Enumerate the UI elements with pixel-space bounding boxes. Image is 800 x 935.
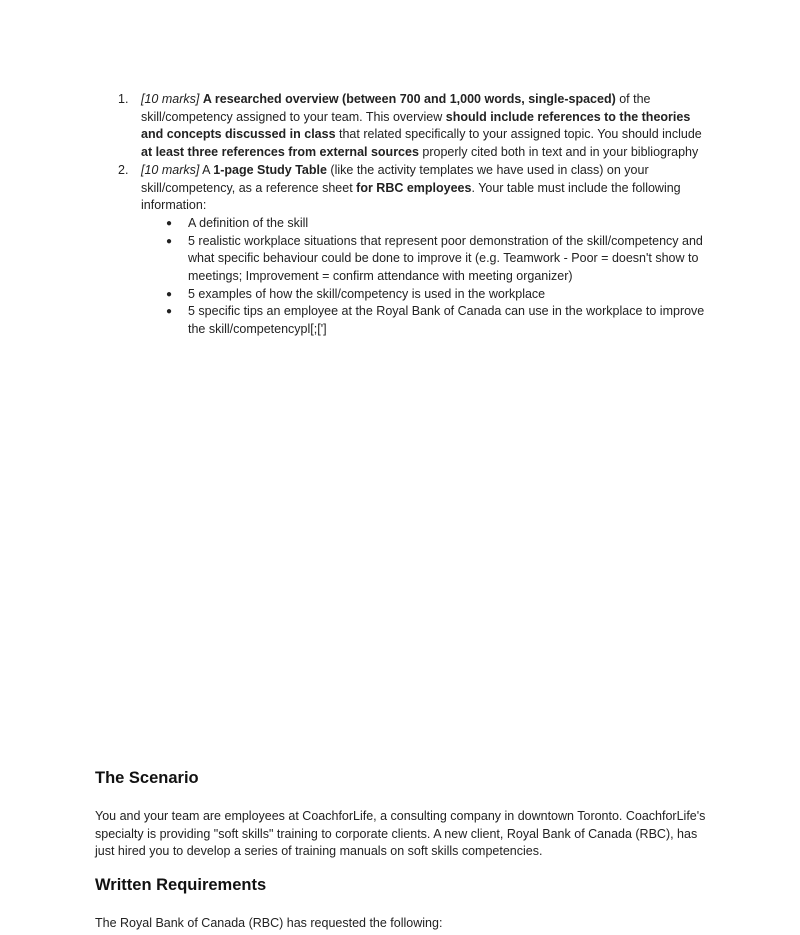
body-text: A [199, 162, 214, 177]
bullet-item [141, 303, 713, 338]
bullet-icon: ● [166, 235, 173, 247]
bold-text: A researched overview (between 700 and 1,000 words, single-spaced) [202, 92, 616, 106]
requirement-item-2 [113, 162, 713, 339]
body-text: properly cited both in text and in your bibliography [418, 145, 699, 160]
bullet-icon: ● [166, 288, 173, 300]
marks-label: [10 marks] [141, 162, 200, 177]
bullet-item [141, 286, 713, 304]
bullet-text: A definition of the skill [188, 215, 309, 230]
bullet-icon: ● [166, 306, 173, 318]
bullet-text: 5 realistic workplace situations that represent poor demonstration of the skill/competency and what specific behaviour could be done to improve it (e.g. Teamwork - Poor = doesn't show to meetings; Improvement = confirm attendance with meeting organizer) [188, 233, 703, 284]
bold-text: should include references to the theories and concepts discussed in class [141, 109, 691, 142]
body-text: . Your table must include the following information: [141, 180, 681, 213]
bold-text: 1-page Study Table [213, 162, 327, 177]
bold-text: at least three references from external sources [141, 145, 419, 160]
bullet-item [141, 215, 713, 233]
requirements-list [113, 91, 713, 339]
body-text: of the skill/competency assigned to your team. This overview [141, 92, 651, 124]
bullet-text: 5 examples of how the skill/competency is used in the workplace [188, 286, 546, 301]
body-text: (like the activity templates we have used in class) on your skill/competency, as a reference sheet [141, 162, 649, 195]
body-text: that related specifically to your assigned topic. You should include [335, 127, 702, 142]
bullet-icon: ● [166, 217, 173, 229]
written-requirements-heading: Written Requirements [95, 876, 267, 894]
item-number: 2. [118, 162, 129, 177]
bullet-item [141, 233, 713, 286]
written-requirements-paragraph: The Royal Bank of Canada (RBC) has requested the following: [95, 916, 443, 930]
scenario-paragraph: You and your team are employees at CoachforLife, a consulting company in downtown Toronto. CoachforLife's specialty is providing "soft skills" training to corporate clients. A new client, Royal Bank of Canada (RBC), has just hired you to develop a series of training manuals on soft skills competencies. [95, 809, 706, 858]
bullet-list [141, 215, 713, 339]
bullet-text: 5 specific tips an employee at the Royal Bank of Canada can use in the workplace to improve the skill/competencypl[;['] [188, 304, 705, 337]
marks-label: [10 marks] [141, 92, 200, 106]
requirement-item-1 [113, 91, 713, 162]
bold-text: for RBC employees [356, 180, 472, 195]
item-number: 1. [118, 92, 129, 106]
scenario-heading: The Scenario [95, 769, 199, 787]
